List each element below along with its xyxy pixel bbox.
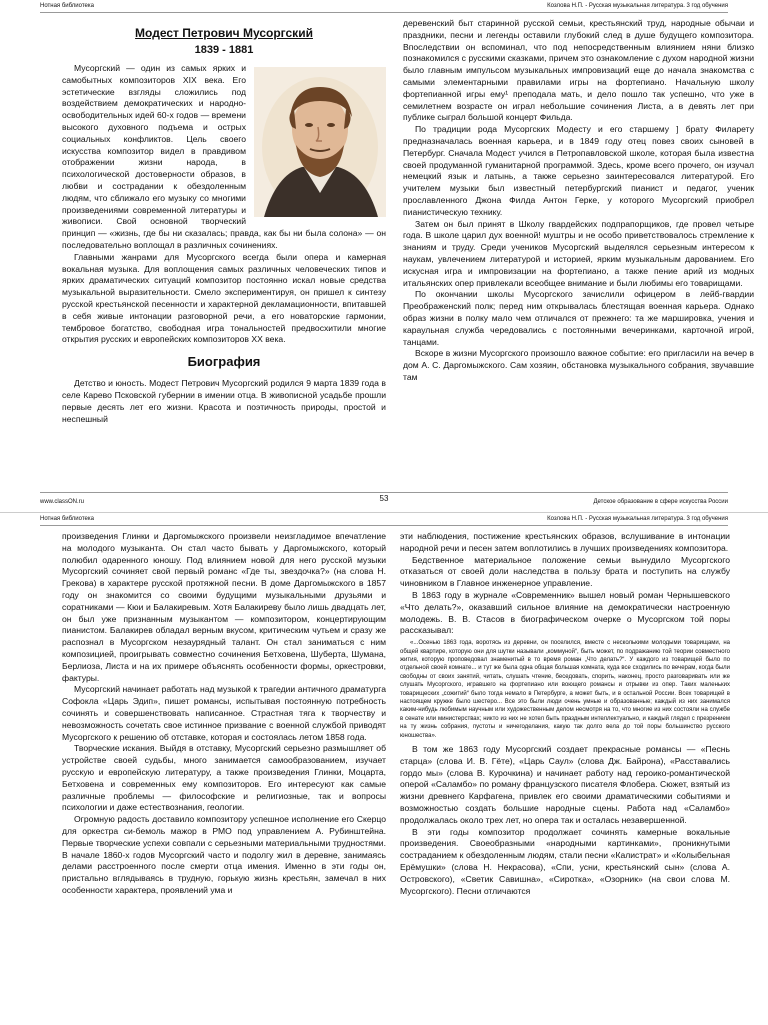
life-years: 1839 - 1881 [194,44,254,56]
paragraph: Мусоргский начинает работать над музыкой к трагедии античного драматурга Софокла «Царь Эдип», пишет романсы, испытывая постоянную потребность сочинять и совершенствовать написанное. Страстная тяга к творчеству и невозможность сочетать свое истинное призвание с военной службой приводят Мусоргского к решению об отставке, которая и состоялась летом 1858 года. [62,684,386,742]
left-column [62,18,386,486]
paragraph: Вскоре в жизни Мусоргского произошло важное событие: его пригласили на вечер в дом А. С. Даргомыжского. Сам хозяин, обстановка музыкального собрания, звучавшие там [403,348,754,382]
page-number: 53 [379,494,389,503]
header-right: Козлова Н.П. - Русская музыкальная литература. 3 год обучения [547,3,728,9]
footer-left-link[interactable]: www.classON.ru [40,499,85,505]
header-right: Козлова Н.П. - Русская музыкальная литература. 3 год обучения [547,516,728,522]
paragraph: Творческие искания. Выйдя в отставку, Мусоргский серьезно размышляет об устройстве своей судьбы, много занимается самообразованием, изучает русскую и европейскую литературу, а также произведения Глинки, Моцарта, Бетховена и современных ему композиторов. Его интересуют как самые различные проблемы — философские и религиозные, так и вопросы психологии и даже естествознания, геологии. [62,743,386,813]
page-header [0,0,768,13]
page-header [0,513,768,526]
paragraph: В том же 1863 году Мусоргский создает прекрасные романсы — «Песнь старца» (слова И. В. Гёте), «Царь Саул» (слова Дж. Байрона), «Расставались гордо мы» (слова В. Курочкина) и начинает работу над героико-романтической оперой «Саламбо» по роману французского писателя Флобера. Сюжет, взятый из жизни древнего Карфагена, привлек его своими драматическими событиями и возможностью создать большие народные сцены. Работа над «Саламбо» продолжалась около трех лет, но опера так и осталась незавершенной. [400,744,730,825]
right-column [403,18,754,493]
paragraph: деревенский быт старинной русской семьи, крестьянский труд, народные обычаи и праздники, песни и легенды оставили глубокий след в душе будущего композитора. Впоследствии он вспоминал, что под непосредственным влиянием няни близко познакомился с русскими сказками, причем это ознакомление с духом народной жизни было главным импульсом музыкальных импровизаций еще до начала знакомства с самыми элементарными правилами игры на фортепиано. Начальную школу фортепианной игры ему¹ преподала мать, и дело пошло так успешно, что уже в семилетнем возрасте он играл небольшие сочинения Листа, а в девять лет при публике сыграл большой концерт Фильда. [403,18,754,123]
stasov-quote [400,639,730,740]
left-column [62,531,386,1021]
portrait-image [254,67,386,217]
paragraph: По окончании школы Мусоргского зачислили офицером в лейб-гвардии Преображенский полк; перед ним открывалась блестящая военная карьера. Однако образ жизни в полку мало чем отличался от прежнего: та же маршировка, учения и караульная служба чередовались с постоянными вечеринками, карточной игрой, танцами. [403,289,754,347]
paragraph: В 1863 году в журнале «Современник» вышел новый роман Чернышевского «Что делать?», оказавший сильное влияние на демократически настроенную молодежь. В. В. Стасов в биографическом очерке о Мусоргском той поры рассказывал: [400,589,730,636]
header-left: Нотная библиотека [40,516,94,522]
page-top [0,0,768,512]
right-column [400,531,730,1023]
paragraph: эти наблюдения, постижение крестьянских образов, вслушивание в интонации народной речи и песен затем воплотились в лучших произведениях композитора. [400,531,730,553]
childhood-paragraph: Детство и юность. Модест Петрович Мусоргский родился 9 марта 1839 года в селе Карево Псковской губернии в имении отца. В живописной усадьбе прошли первые десять лет его жизни. Красота и поэтичность природы, простой и неспешный [62,378,386,424]
page-bottom [0,512,768,1025]
footer-divider [40,492,728,493]
header-left: Нотная библиотека [40,3,94,9]
intro-paragraph: Мусоргский — один из самых ярких и самобытных композиторов XIX века. Его эстетические взгляды сложились под воздействием демократических и народно-освободительных идей 60-х годов — времени высокого духовного подъема и острых социальных конфликтов. Цель своего искусства композитор видел в правдивом отображении жизни народа, в психологической достоверности образов, в любви и сострадании к обездоленным людям, что сближало его музыку со многими произведениями современной литературы и живописи. Свой основной творческий принцип — «жизнь, где бы ни сказалась; правда, как бы ни была солона» — он последовательно воплощал в различных сочинениях. [62,63,386,250]
paragraph: Затем он был принят в Школу гвардейских подпрапорщиков, где провел четыре года. В школе царил дух военной! муштры и не особо приветствовалось стремление к знаниям и труду. Среди учеников Мусоргский выделялся серьезным интересом к наукам, увлечением литературой и историей, ярким музыкальным дарованием. Его искусная игра и импровизации на фортепиано, а также пение арий из модных итальянских опер привлекали всеобщее внимание и были любимы его товарищами. [403,218,754,288]
footer-right: Детское образование в сфере искусства России [593,499,728,505]
paragraph: произведения Глинки и Даргомыжского произвели неизгладимое впечатление на молодого музыканта. Он стал часто бывать у Даргомыжского, который полюбил одаренного юношу. Под влиянием новой для него русской музыки Мусоргский сочиняет свой первый романс «Где ты, звездочка?» (на слова Н. Грекова) в характере русской протяжной песни. В доме Даргомыжского в 1857 году он знакомится со своими будущими музыкальными друзьями и соратниками — Кюи и Балакиревым. Хотя Балакиреву было лишь двадцать лет, он был уже признанным музыкантом — композитором, концертирующим пианистом. Балакирев обладал верным вкусом, критическим чутьем и сразу же распознал в Мусоргском незаурядный талант. Он стал заниматься с ним композицией, проигрывать совместно сочинения Бетховена, Шуберта, Шумана, Берлиоза, Листа и на их примере объяснять особенности формы, оркестровки, фактуры. [62,531,386,683]
genres-paragraph: Главными жанрами для Мусоргского всегда были опера и камерная вокальная музыка. Для воплощения самых различных человеческих типов и ярких драматических ситуаций композитор постоянно искал новые средства музыкальной выразительности. Смело экспериментируя, он пришел к синтезу русской крестьянской песенности и характерной декламационности, впитавшей в себя живые интонации разговорной речи, а его новаторские гармонии, тембровое богатство, свободная игра тональностей предвосхитили многие открытия русских и европейских композиторов XX века. [62,251,386,345]
header-divider [40,12,728,13]
paragraph: По традиции рода Мусоргских Модесту и его старшему ] брату Филарету предназначалась военная карьера, и в 1849 году отец повез своих сыновей в Петербург. Сначала Модест учился в Петропавловской школе, которая была известна своей продуманной гуманитарной программой. Здесь, кроме всего прочего, он изучал немецкий язык и латынь, а также серьезно заинтересовался литературой. Его учителем музыки был известный петербургский пианист и педагог, ученик прославленного Джона Филда Антон Герке, у которого Мусоргский приобрел пианистическую технику. [403,124,754,217]
header-divider [40,525,728,526]
section-title-biography: Биография [187,354,261,370]
paragraph: В эти годы композитор продолжает сочинять камерные вокальные произведения. Своеобразными «народными картинками», проникнутыми состраданием к обездоленным людям, стали песни «Калистрат» и «Колыбельная Ерёмушки» (слова Н. Некрасова), «Спи, усни, крестьянский сын» (слова А. Островского), «Светик Савишна», «Сиротка», «Озорник» (на свои слова М. Мусоргского). Песни отличаются [400,826,730,896]
paragraph: Бедственное материальное положение семьи вынудило Мусоргского отказаться от своей доли наследства в пользу брата и поступить на службу чиновником в Главное инженерное управление. [400,554,730,589]
page-title: Модест Петрович Мусоргский [135,26,313,40]
page-footer [0,494,768,510]
quote-text: «...Осенью 1863 года, воротясь из деревни, он поселился, вместе с несколькими молодыми товарищами, на общей квартире, которую они для шутки называли „коммуной“, быть может, по подражанию той теории совместного жития, которую проповедовал знаменитый в то время роман „Что делать?“. У каждого из товарищей было по отдельной своей комнате... и тут же была одна общая большая комната, куда все сходились по вечерам, когда были свободны от своих занятий, читать, слушать чтение, беседовать, спорить, наконец, просто разговаривать или же слушать Мусоргского, игравшего на фортепиано или воющего романсы и отрывки из опер. Таких маленьких товарищеских „сожитий“ было тогда немало в Петербурге, а может быть, и в остальной России. Всех товарищей в настоящем кружке было шестеро... Все это были люди очень умные и образованные; каждый из них занимался каким-нибудь любимым научным или художественным делом несмотря на то, что многие из них состояли на службе в сенате или министерствах; никто из них не хотел быть праздным интеллектуально, и каждый глядел с презрением на ту жизнь собрания, пустоты и ничегоделания, какую так долго вела до той поры большинство русского юношества». [400,640,730,739]
paragraph: Огромную радость доставило композитору успешное исполнение его Скерцо для оркестра си-бемоль мажор в РМО под управлением А. Рубинштейна. Первые творческие успехи совпали с серьезными материальными трудностями. В начале 1860-х годов Мусоргский часто и подолгу жил в деревне, занимаясь делами расстроенного после смерти отца имения. Именно в эти годы он, пристально вглядываясь в трудную, горькую жизнь крестьян, замечал в них особенности характера, проявлений ума и [62,814,386,895]
